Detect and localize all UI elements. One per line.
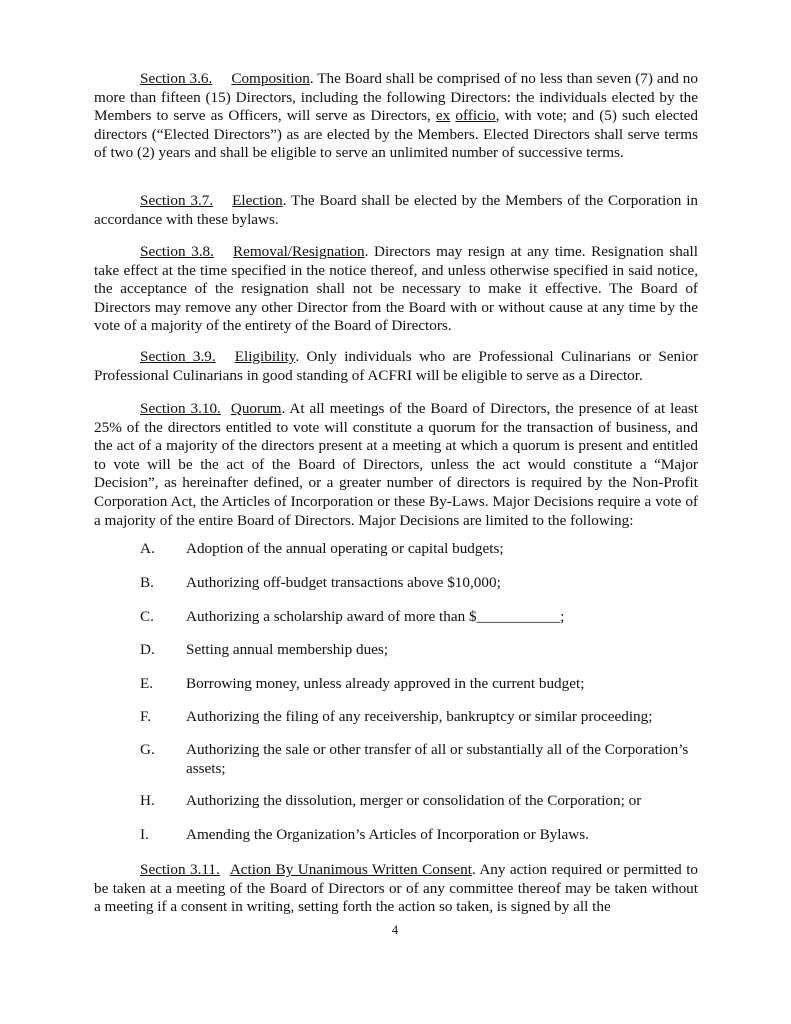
section-text: . Any action required or permitted to be taken at a meeting of the Board of Directors or of any committee thereof may be taken without a meeting if a consent in writing, setting forth the action so taken, is signed by all the [94, 861, 699, 916]
list-item-text: Authorizing the filing of any receivership, bankruptcy or similar proceeding; [186, 708, 653, 725]
section-3-11 [94, 861, 698, 917]
section-title: Action By Unanimous Written Consent [229, 861, 472, 878]
section-title: Removal/Resignation [232, 243, 365, 260]
list-item-letter: D. [140, 641, 155, 658]
section-number: Section 3.8. [140, 243, 214, 260]
list-item-text: Authorizing the dissolution, merger or consolidation of the Corporation; or [186, 792, 642, 809]
list-item-letter: E. [140, 675, 154, 692]
section-3-9 [94, 348, 698, 385]
list-item-text: Borrowing money, unless already approved in the current budget; [186, 675, 585, 692]
list-item-letter: G. [140, 741, 155, 758]
page-number: 4 [391, 923, 399, 937]
list-item-text: Authorizing the sale or other transfer of all or substantially all of the Corporation’s assets; [186, 741, 689, 777]
section-text: . Directors may resign at any time. Resignation shall take effect at the time specified in the notice thereof, and unless otherwise specified in said notice, the acceptance of the resignation shall not be necessary to make it effective. The Board of Directors may remove any other Director from the Board with or without cause at any time by the vote of a majority of the entirety of the Board of Directors. [94, 243, 698, 335]
section-number: Section 3.6. [140, 70, 213, 87]
list-item-text: Adoption of the annual operating or capital budgets; [186, 540, 504, 557]
list-item-letter: C. [140, 608, 154, 625]
list-item-letter: B. [140, 574, 154, 591]
section-text-underlined: ex [435, 107, 451, 125]
list-item-letter: H. [140, 792, 155, 809]
section-number: Section 3.11. [140, 861, 220, 878]
list-item-letter: I. [140, 826, 149, 843]
section-3-6 [94, 70, 698, 163]
list-item-text: Authorizing a scholarship award of more than $___________; [186, 608, 565, 625]
section-text: . At all meetings of the Board of Directors, the presence of at least 25% of the directors entitled to vote will constitute a quorum for the transaction of business, and the act of a majority of the directors present at a meeting at which a quorum is present and entitled to vote will be the act of the Board of Directors, unless the act would constitute a “Major Decision”, as hereinafter defined, or a greater number of directors is required by the Non-Profit Corporation Act, the Articles of Incorporation or these By-Laws. Major Decisions require a vote of a majority of the entire Board of Directors. Major Decisions are limited to the following: [94, 400, 698, 529]
section-text-underlined: officio [455, 107, 496, 125]
section-title: Eligibility [234, 348, 296, 365]
list-item-text: Amending the Organization’s Articles of Incorporation or Bylaws. [186, 826, 589, 843]
section-number: Section 3.9. [140, 348, 216, 365]
section-3-8 [94, 243, 698, 336]
section-text: , with vote; and (5) such elected directors (“Elected Directors”) as are elected by the Members. Elected Directors shall serve terms of two (2) years and shall be eligible to serve an unlimited number of successive terms. [94, 107, 699, 162]
section-text: . Only individuals who are Professional Culinarians or Senior Professional Culinarians in good standing of ACFRI will be eligible to serve as a Director. [94, 348, 698, 384]
section-title: Composition [231, 70, 310, 87]
section-title: Quorum [230, 400, 282, 417]
section-title: Election [232, 192, 283, 209]
list-item-letter: A. [140, 540, 155, 557]
section-3-10 [94, 400, 698, 530]
section-text: . The Board shall be comprised of no less than seven (7) and no more than fifteen (15) Directors, including the following Directors: the individuals elected by the Members to serve as Officers, will serve as Directors, [94, 70, 698, 125]
list-item-letter: F. [140, 708, 152, 725]
list-item-text: Authorizing off-budget transactions above $10,000; [186, 574, 501, 591]
section-number: Section 3.7. [140, 192, 214, 209]
section-number: Section 3.10. [140, 400, 221, 417]
list-item-text: Setting annual membership dues; [186, 641, 389, 658]
section-text: . The Board shall be elected by the Members of the Corporation in accordance with these bylaws. [94, 192, 699, 228]
section-3-7 [94, 192, 698, 229]
